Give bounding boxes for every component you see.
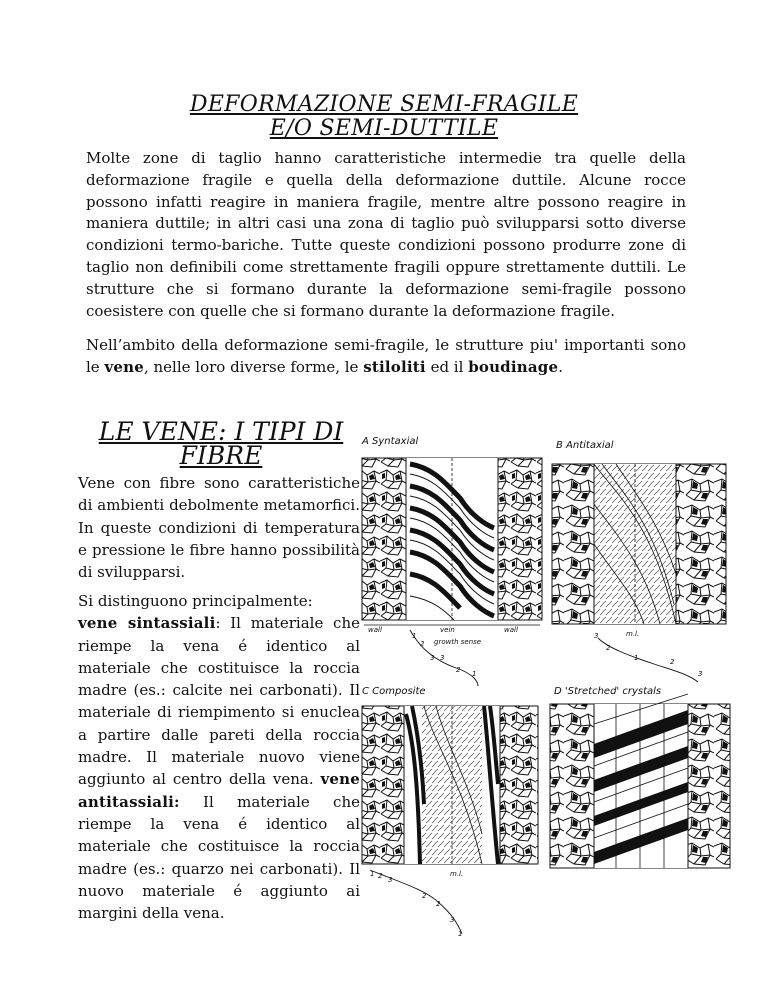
section-title-line1: LE VENE: I TIPI DI	[98, 417, 344, 446]
intro-p2-end: .	[558, 357, 564, 376]
num-a-3b: 3	[440, 654, 445, 662]
label-ml-b: m.l.	[626, 630, 640, 638]
num-c-2c: 2	[436, 900, 441, 908]
intro-p2-mid1: , nelle loro diverse forme, le	[143, 357, 364, 376]
num-b-3: 3	[594, 632, 599, 640]
panel-a-label: A Syntaxial	[362, 436, 419, 447]
num-c-1: 1	[370, 870, 375, 878]
label-wall-right: wall	[504, 626, 518, 634]
vein-figure-svg	[354, 424, 758, 944]
intro-paragraph-2	[86, 335, 686, 379]
page-title-line1: DEFORMAZIONE SEMI-FRAGILE	[189, 92, 579, 117]
num-a-3: 3	[430, 654, 435, 662]
num-b-2: 2	[606, 644, 611, 652]
page-title	[0, 93, 768, 141]
label-vein: vein	[440, 626, 455, 634]
num-a-1: 1	[412, 632, 417, 640]
term-vene-sintassiali: vene sintassiali	[78, 614, 216, 633]
panel-c-drawing	[362, 706, 538, 864]
panel-d-label: D 'Stretched' crystals	[554, 686, 662, 697]
page-title-line2: E/O SEMI-DUTTILE	[269, 116, 499, 141]
num-c-3b: 3	[450, 916, 455, 924]
text-sintassiali: : Il materiale che riempe la vena é identico al materiale che costituisce la roccia madre (es.: calcite nei carbonati). Il materiale di riempimento si enuclea a partire dalle pareti della roccia madre. Il materiale nuovo viene aggiunto al centro della vena.	[78, 614, 360, 789]
section-text-2-intro: Si distinguono principalmente:	[78, 592, 313, 610]
panel-b-drawing	[552, 464, 726, 624]
num-c-2b: 2	[422, 892, 427, 900]
num-a-2: 2	[420, 640, 425, 648]
section-title	[78, 417, 364, 470]
panel-a-drawing	[362, 458, 542, 625]
panel-b-growth-curve	[594, 632, 702, 682]
section-text-1-body: Vene con fibre sono caratteristiche di ambienti debolmente metamorfici. In queste condizioni di temperatura e pressione le fibre hanno possibilità di svilupparsi.	[78, 474, 360, 582]
term-vene: vene	[104, 357, 144, 376]
num-b-3b: 3	[698, 670, 703, 678]
intro-p2-before: Nell’ambito della deformazione semi-fragile, le strutture piu' importanti sono le	[86, 336, 686, 376]
num-c-2: 2	[378, 872, 383, 880]
label-ml-c: m.l.	[450, 870, 464, 878]
label-wall-left: wall	[368, 626, 382, 634]
num-a-1b: 1	[472, 670, 477, 678]
panel-d-drawing	[550, 694, 730, 868]
num-a-2b: 2	[456, 666, 461, 674]
section-text-2	[78, 590, 360, 924]
term-vene-antitassiali: vene antitassiali:	[78, 770, 360, 811]
intro-paragraph-1	[86, 148, 686, 322]
num-b-1: 1	[634, 654, 639, 662]
num-c-3: 3	[388, 876, 393, 884]
intro-p2-mid2: ed il	[425, 357, 469, 376]
num-b-2b: 2	[670, 658, 675, 666]
panel-b-label: B Antitaxial	[556, 440, 614, 451]
term-stiloliti: stiloliti	[363, 357, 426, 376]
panel-c-growth-curve	[370, 870, 462, 938]
section-title-line2: FIBRE	[179, 441, 263, 470]
term-boudinage: boudinage	[468, 357, 559, 376]
vein-types-figure	[354, 424, 758, 944]
num-c-1b: 1	[458, 930, 463, 938]
intro-paragraph-1-text: Molte zone di taglio hanno caratteristiche intermedie tra quelle della deformazione fragile e quella della deformazione duttile. Alcune rocce possono infatti reagire in maniera fragile, mentre altre possono reagire in maniera duttile; in altri casi una zona di taglio può svilupparsi sotto diverse condizioni termo-bariche. Tutte queste condizioni possono produrre zone di taglio non definibili come strettamente fragili oppure strettamente duttili. Le strutture che si formano durante la deformazione semi-fragile possono coesistere con quelle che si formano durante la deformazione fragile.	[86, 149, 686, 320]
label-growth-sense: growth sense	[434, 638, 482, 646]
text-antitassiali: Il materiale che riempe la vena é identico al materiale che costituisce la roccia madre (es.: quarzo nei carbonati). Il nuovo materiale é aggiunto ai margini della vena.	[78, 792, 360, 923]
section-text-1	[78, 472, 360, 583]
panel-c-label: C Composite	[362, 686, 426, 697]
